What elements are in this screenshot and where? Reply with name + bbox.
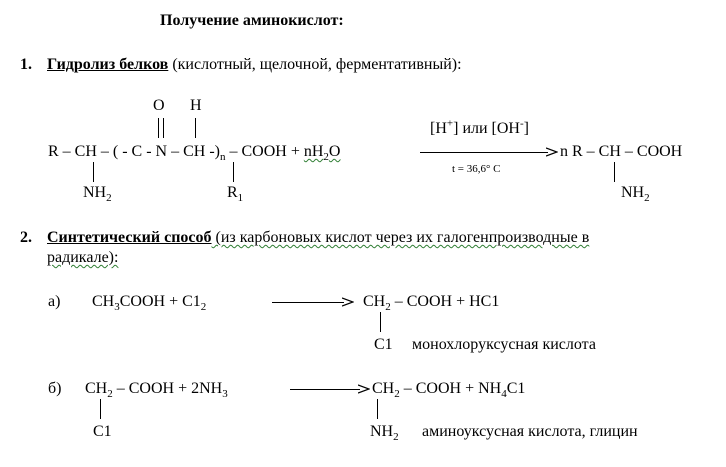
b-nh2-bond	[377, 399, 378, 419]
water-pre: nH	[303, 143, 324, 160]
b-r-pre: CH	[85, 380, 108, 397]
cond-mid: ] или [OH	[453, 120, 520, 137]
amide-hydrogen: H	[190, 97, 202, 114]
left-nh2-bond	[93, 162, 94, 182]
left-nh2-pre: NH	[83, 184, 107, 201]
b-nh2-substituent	[370, 423, 399, 444]
right-nh2-pre: NH	[621, 184, 645, 201]
section-2-number: 2.	[20, 229, 32, 246]
reaction-a-label: а)	[48, 293, 61, 310]
b-nh2-pre: NH	[370, 423, 394, 440]
b-p-post: – COOH + NH	[399, 380, 502, 397]
b-p-pre: CH	[372, 380, 395, 397]
section-2-line-2: радикале):	[47, 249, 119, 266]
section-1-number: 1.	[20, 56, 32, 73]
left-nh2-sub: 2	[106, 192, 112, 205]
b-cl-bond	[100, 399, 101, 419]
b-r-sub2: 3	[222, 388, 228, 401]
reaction-b-reactants	[85, 380, 228, 401]
reaction-a-reactants	[92, 293, 207, 314]
water-post: O	[328, 143, 341, 160]
a-prod-pre: CH	[363, 293, 386, 310]
reaction-a-products	[363, 293, 500, 314]
arrowhead-b	[358, 384, 370, 394]
right-nh2-bond	[614, 162, 615, 182]
cond-sup2: -	[519, 117, 524, 130]
b-p-sub2: 4	[501, 388, 507, 401]
catalyst-condition	[430, 117, 529, 138]
water	[303, 143, 341, 164]
reaction-b-label: б)	[48, 380, 62, 397]
carbonyl-double-bond-right	[163, 118, 164, 138]
acetic-sub: 3	[114, 301, 120, 314]
page-title: Получение аминокислот:	[160, 12, 344, 29]
a-product-name: монохлоруксусная кислота	[412, 336, 596, 353]
acetic-pre: CH	[92, 293, 115, 310]
peptide-formula	[48, 143, 341, 164]
cond-pre: [H	[430, 120, 447, 137]
section-2-line-1	[47, 229, 589, 247]
repeat-n: n	[220, 151, 226, 164]
left-nh2	[83, 184, 112, 205]
acetic-post: COOH + C1	[119, 293, 201, 310]
a-prod-post: – COOH + HC1	[390, 293, 500, 310]
arrowhead-1	[546, 147, 558, 157]
b-product-name: аминоуксусная кислота, глицин	[422, 423, 638, 440]
r1-pre: R	[227, 184, 238, 201]
b-p-post2: C1	[506, 380, 526, 397]
r1-bond	[233, 162, 234, 182]
section-1-heading: Гидролиз белков	[47, 56, 169, 73]
r1-group	[227, 184, 244, 205]
peptide-chain: R – CH – ( - C - N – CH -)	[48, 143, 220, 160]
a-cl-substituent: C1	[374, 336, 393, 353]
section-2-heading: Синтетический способ	[47, 229, 212, 246]
r1-sub: 1	[237, 192, 244, 205]
cond-sup1: +	[446, 117, 454, 130]
right-nh2	[621, 184, 650, 205]
product-amino-acid: n R – CH – COOH	[560, 143, 683, 160]
carbonyl-double-bond-left	[158, 118, 159, 138]
section-2-note: (из карбоновых кислот через их галогенпроизводные в	[211, 229, 590, 246]
chlorine-sub: 2	[200, 301, 207, 314]
peptide-cooh: – COOH +	[225, 143, 304, 160]
amide-nh-bond	[195, 118, 196, 138]
b-r-post: – COOH + 2NH	[112, 380, 223, 397]
b-r-sub: 2	[107, 388, 113, 401]
reaction-arrow-a	[272, 302, 344, 303]
section-1-note: (кислотный, щелочной, ферментативный):	[168, 56, 462, 73]
reaction-arrow-1	[420, 152, 548, 153]
a-cl-bond	[380, 312, 381, 332]
right-nh2-sub: 2	[644, 192, 650, 205]
temperature-condition: t = 36,6° C	[452, 163, 501, 175]
carbonyl-oxygen: O	[153, 97, 165, 114]
reaction-arrow-b	[290, 389, 360, 390]
b-nh2-sub: 2	[393, 431, 399, 444]
arrowhead-a	[342, 297, 354, 307]
a-prod-sub: 2	[385, 301, 391, 314]
water-sub: 2	[323, 151, 329, 164]
cond-post: ]	[523, 120, 529, 137]
section-1-line	[47, 56, 462, 74]
reaction-b-products	[372, 380, 526, 401]
b-p-sub: 2	[394, 388, 400, 401]
b-cl-substituent: C1	[93, 423, 112, 440]
